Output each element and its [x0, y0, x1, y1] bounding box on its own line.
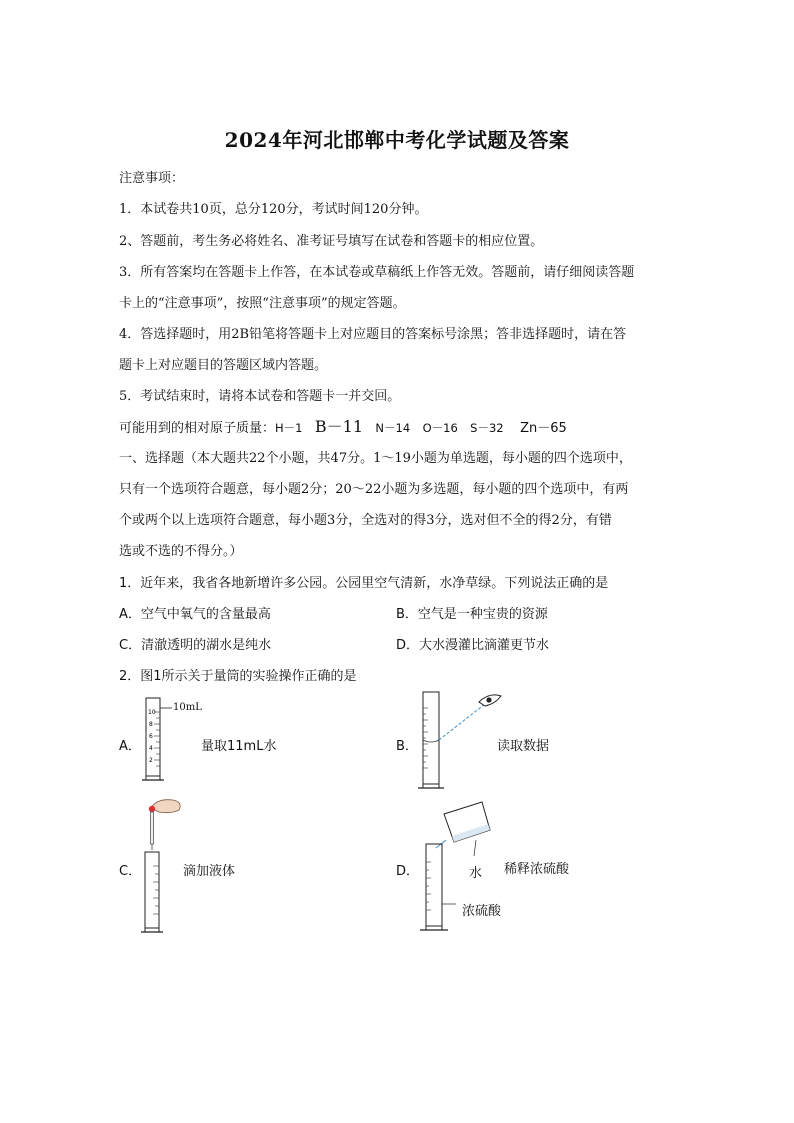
mass-o: O－16: [422, 421, 458, 435]
mass-zn: Zn－65: [520, 421, 567, 436]
tick-label-10: 10: [148, 709, 156, 716]
notice-item-4: 4．答选择题时，用2B铅笔将答题卡上对应题目的答案标号涂黑；答非选择题时，请在答: [119, 327, 627, 342]
q2-d-caption: 稀释浓硫酸: [504, 862, 570, 877]
section1-line-3: 个或两个以上选项符合题意，每小题3分，全选对的得3分，选对但不全的得2分，有错: [119, 513, 612, 528]
q1-option-d: D．大水漫灌比滴灌更节水: [396, 638, 550, 653]
notice-item-3: 3．所有答案均在答题卡上作答，在本试卷或草稿纸上作答无效。答题前，请仔细阅读答题: [119, 265, 635, 280]
q1-option-c: C．清澈透明的湖水是纯水: [119, 638, 272, 653]
page-title: 2024年河北邯郸中考化学试题及答案: [224, 128, 570, 152]
notice-item-3-cont: 卡上的“注意事项”，按照“注意事项”的规定答题。: [119, 296, 406, 311]
q1-option-b: B．空气是一种宝贵的资源: [396, 607, 548, 622]
tick-label-6: 6: [149, 733, 153, 740]
notice-item-5: 5．考试结束时，请将本试卷和答题卡一并交回。: [119, 389, 401, 404]
eye-icon: [479, 695, 501, 706]
q2-c-letter: C．: [119, 864, 142, 879]
q2-stem: 2．图1所示关于量筒的实验操作正确的是: [119, 669, 357, 684]
section1-line-4: 选或不选的不得分。）: [119, 544, 243, 559]
q2-d-letter: D．: [396, 864, 420, 879]
q2-a-mark-label: 10mL: [173, 702, 202, 713]
tick-label-4: 4: [149, 745, 153, 752]
notice-item-1: 1．本试卷共10页，总分120分，考试时间120分钟。: [119, 202, 428, 217]
mass-n: N－14: [375, 421, 411, 435]
q2-d-water-label: 水: [469, 866, 483, 881]
beaker-icon: [444, 802, 490, 842]
notice-item-2: 2、答题前，考生务必将姓名、准考证号填写在试卷和答题卡的相应位置。: [119, 234, 544, 249]
section1-line-2: 只有一个选项符合题意，每小题2分；20～22小题为多选题，每小题的四个选项中，有两: [119, 482, 629, 497]
q2-a-caption: 量取11mL水: [201, 739, 277, 754]
mass-h: H－1: [275, 421, 303, 435]
atomic-mass-label: 可能用到的相对原子质量：: [119, 421, 276, 436]
q2-d-acid-label: 浓硫酸: [462, 904, 502, 919]
atomic-mass-line: [119, 414, 567, 437]
q1-stem: 1．近年来，我省各地新增许多公园。公园里空气清新，水净草绿。下列说法正确的是: [119, 576, 609, 591]
notice-heading: 注意事项：: [119, 171, 185, 186]
notice-item-4-cont: 题卡上对应题目的答题区域内答题。: [119, 358, 328, 373]
hand-icon: [151, 800, 180, 813]
tick-label-8: 8: [149, 721, 153, 728]
tick-label-2: 2: [149, 757, 153, 764]
q2-b-caption: 读取数据: [497, 739, 550, 754]
q2-c-caption: 滴加液体: [183, 864, 236, 879]
q2-a-letter: A．: [119, 739, 141, 754]
q1-option-a: A．空气中氧气的含量最高: [119, 607, 271, 622]
mass-s: S－32: [470, 421, 504, 435]
q2-b-letter: B．: [396, 739, 418, 754]
section1-line-1: 一、选择题（本大题共22个小题，共47分。1～19小题为单选题，每小题的四个选项中，: [119, 451, 632, 466]
mass-b: B－11: [314, 417, 364, 436]
